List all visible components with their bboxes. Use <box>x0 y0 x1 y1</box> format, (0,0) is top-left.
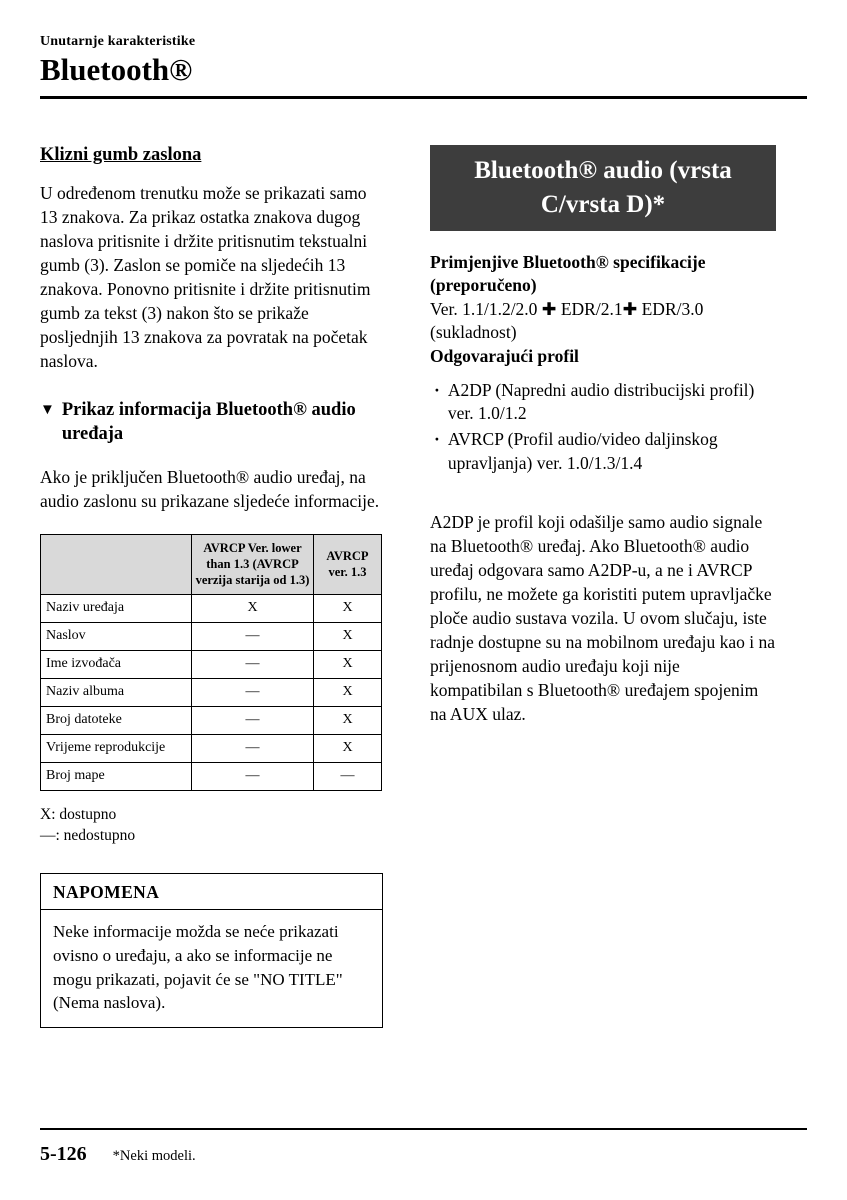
list-item <box>434 428 776 475</box>
table-row <box>41 706 382 734</box>
table-header-row <box>41 534 382 594</box>
paragraph-klizni-gumb: U određenom trenutku može se prikazati samo 13 znakova. Za prikaz ostatka znakova dugog naslova pritisnite i držite pritisnutim tekstualni gumb (3). Zaslon se pomiče na sljedećih 13 znakova. Ponovno pritisnite i držite pritisnutim gumb za tekst (3) nakon što se prikaže posljednjih 13 znakova za povratak na početak naslova. <box>40 183 371 371</box>
row-value: — <box>192 650 314 678</box>
table-row <box>41 650 382 678</box>
row-value: — <box>192 678 314 706</box>
page-footer <box>40 1128 807 1166</box>
bullet-icon: · <box>434 428 440 449</box>
legend-available: X: dostupno <box>40 805 117 823</box>
spec-line-2: (sukladnost) <box>430 322 517 343</box>
list-item-text: A2DP (Napredni audio distribucijski profil) ver. 1.0/1.2 <box>447 379 755 424</box>
profile-heading: Odgovarajući profil <box>430 346 579 367</box>
table-row <box>41 678 382 706</box>
footnote: *Neki modeli. <box>112 1147 196 1164</box>
row-value: X <box>314 734 382 762</box>
row-label: Naziv albuma <box>41 678 192 706</box>
avrcp-table <box>40 534 382 791</box>
legend-unavailable: —: nedostupno <box>40 827 136 845</box>
page-title: Bluetooth® <box>40 52 193 87</box>
heading-prikaz-informacija-label: Prikaz informacija Bluetooth® audio uređaja <box>61 399 356 444</box>
row-value: — <box>192 734 314 762</box>
row-value: — <box>192 706 314 734</box>
row-label: Vrijeme reprodukcije <box>41 734 192 762</box>
right-column <box>430 145 776 1028</box>
table-row <box>41 594 382 622</box>
section-banner: Bluetooth® audio (vrsta C/vrsta D)* <box>430 145 776 231</box>
page-number: 5-126 <box>40 1142 87 1165</box>
two-column-layout <box>40 145 807 1028</box>
row-label: Ime izvođača <box>41 650 192 678</box>
note-title: NAPOMENA <box>41 874 382 910</box>
table-header-avrcp-old: AVRCP Ver. lower than 1.3 (AVRCP verzija starija od 1.3) <box>192 534 314 594</box>
row-label: Broj mape <box>41 762 192 790</box>
table-header-empty <box>41 534 192 594</box>
list-item <box>434 379 776 426</box>
footer-row <box>40 1130 807 1166</box>
left-column <box>40 145 386 1028</box>
row-label: Broj datoteke <box>41 706 192 734</box>
row-value: X <box>192 594 314 622</box>
table-row <box>41 622 382 650</box>
row-value: X <box>314 706 382 734</box>
bullet-icon: · <box>434 379 440 400</box>
row-value: X <box>314 594 382 622</box>
note-box <box>40 873 383 1028</box>
spec-heading: Primjenjive Bluetooth® specifikacije (preporučeno) <box>430 251 706 296</box>
table-legend <box>40 804 386 847</box>
paragraph-prikaz-informacija: Ako je priključen Bluetooth® audio uređaj, na audio zaslonu su prikazane sljedeće informacije. <box>40 466 380 511</box>
row-label: Naziv uređaja <box>41 594 192 622</box>
list-item-text: AVRCP (Profil audio/video daljinskog upravljanja) ver. 1.0/1.3/1.4 <box>447 428 718 473</box>
spec-line-1: Ver. 1.1/1.2/2.0 ✚ EDR/2.1✚ EDR/3.0 <box>430 298 704 319</box>
audio-profile-paragraph: A2DP je profil koji odašilje samo audio signale na Bluetooth® uređaj. Ako Bluetooth® audio uređaj odgovara samo A2DP-u, a ne i AVRCP profilu, ne možete ga koristiti putem upravljačke ploče audio sustava vozila. U ovom slučaju, iste radnje dostupne su na mobilnom uređaju kao i na prijenosnom audio uređaju koji nije kompatibilan s Bluetooth® uređajem spojenim na AUX ulaz. <box>430 512 776 724</box>
row-value: X <box>314 650 382 678</box>
note-body: Neke informacije možda se neće prikazati ovisno o uređaju, a ako se informacije ne mogu prikazati, pojavit će se "NO TITLE" (Nema naslova). <box>53 922 343 1013</box>
profile-bullet-list <box>434 379 776 476</box>
table-row <box>41 762 382 790</box>
table-row <box>41 734 382 762</box>
heading-prikaz-informacija <box>40 398 386 446</box>
triangle-marker-icon: ▼ <box>40 401 55 418</box>
row-label: Naslov <box>41 622 192 650</box>
row-value: X <box>314 622 382 650</box>
row-value: — <box>192 762 314 790</box>
title-divider <box>40 96 807 99</box>
row-value: — <box>192 622 314 650</box>
section-label: Unutarnje karakteristike <box>40 34 196 49</box>
row-value: X <box>314 678 382 706</box>
table-header-avrcp-13: AVRCP ver. 1.3 <box>314 534 382 594</box>
heading-klizni-gumb: Klizni gumb zaslona <box>40 145 202 166</box>
row-value: — <box>314 762 382 790</box>
